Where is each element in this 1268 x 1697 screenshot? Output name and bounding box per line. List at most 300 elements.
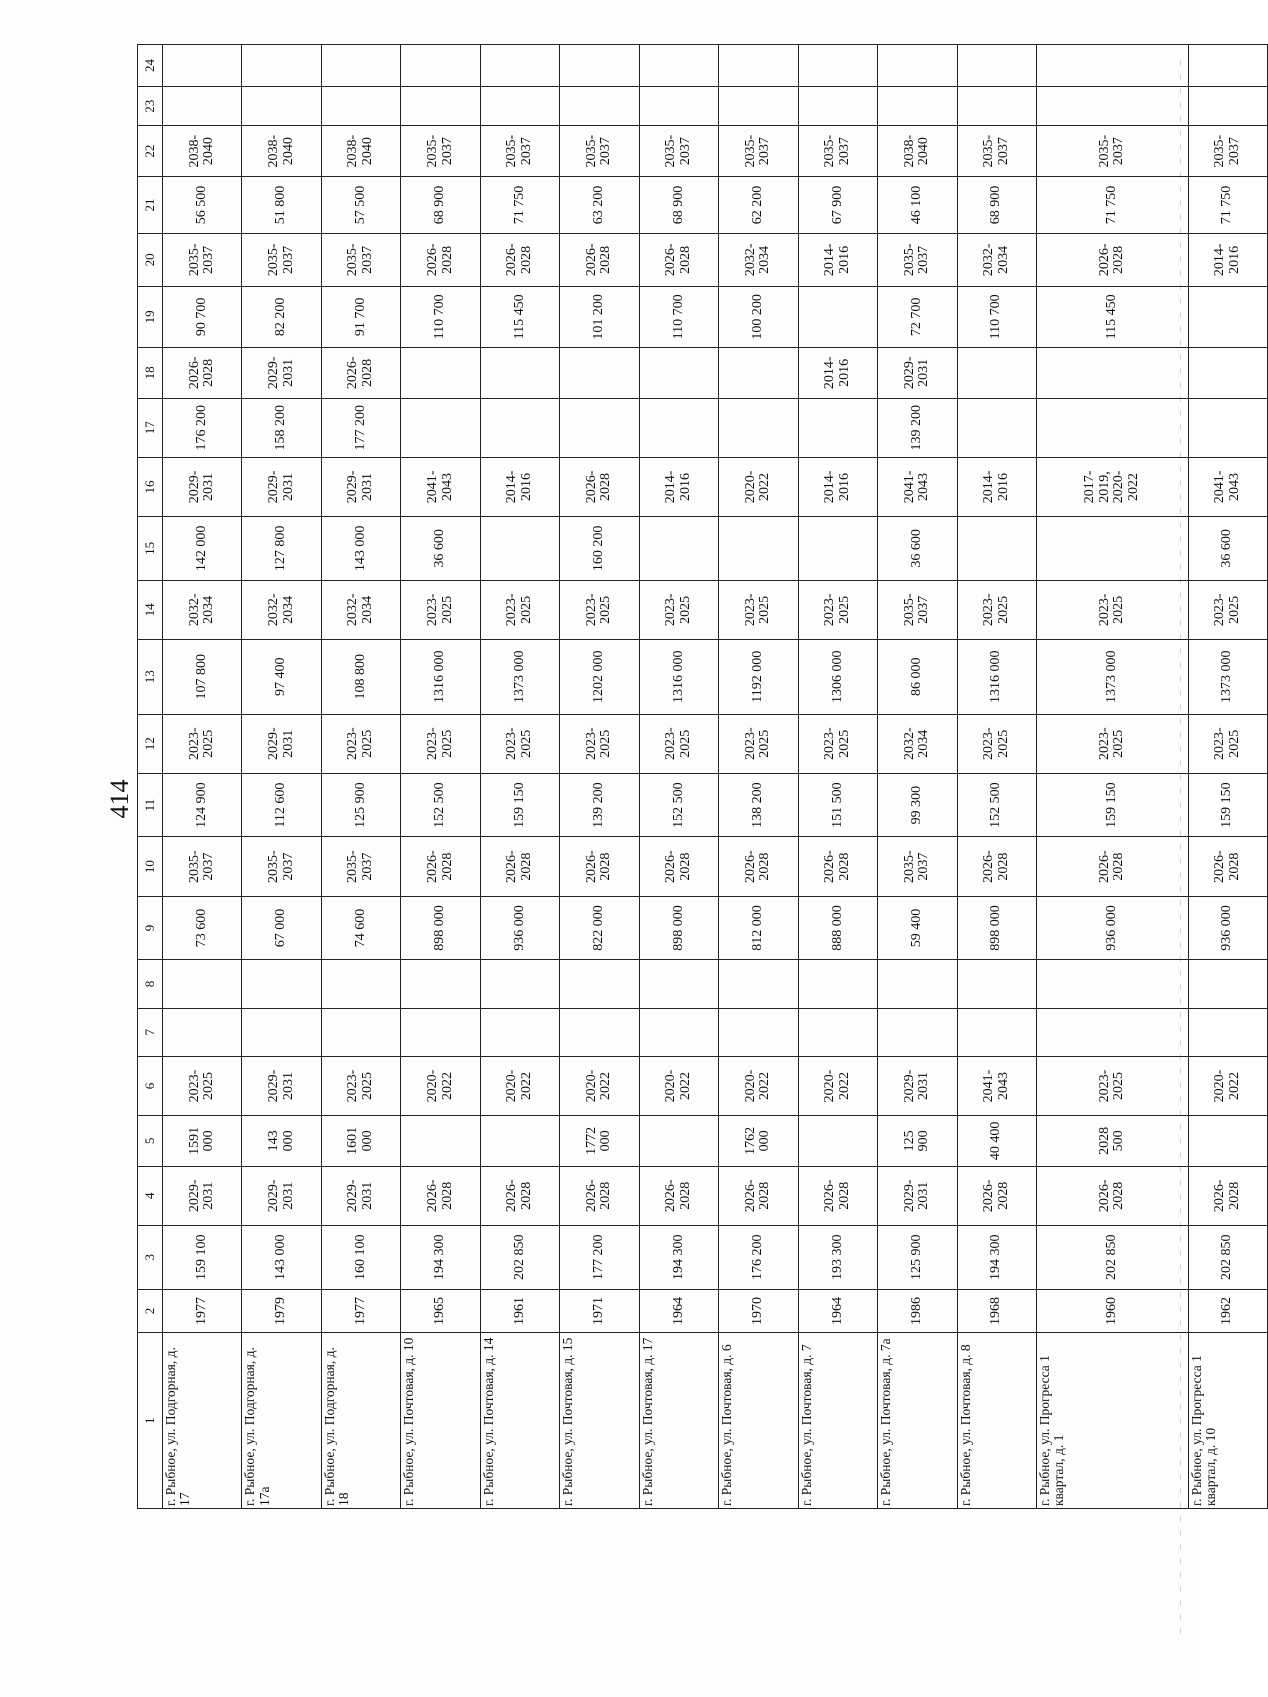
table-cell: 112 600 [242, 773, 321, 837]
table-row [639, 45, 718, 1509]
table-cell: 160 100 [321, 1225, 400, 1289]
table-cell: 2041-2043 [401, 457, 480, 516]
address-cell: г. Рыбное, ул. Почтовая, д. 15 [560, 1333, 639, 1509]
table-cell [798, 398, 877, 457]
address-cell: г. Рыбное, ул. Почтовая, д. 8 [957, 1333, 1036, 1509]
table-cell: 67 900 [798, 176, 877, 233]
table-cell [242, 1008, 321, 1056]
table-cell [639, 398, 718, 457]
table-cell: 2014-2016 [798, 348, 877, 398]
table-cell: 2026-2028 [639, 837, 718, 896]
table-cell: 1960 [1036, 1289, 1188, 1333]
table-cell: 2023-2025 [719, 714, 798, 773]
column-header-8: 8 [138, 960, 163, 1008]
table-cell: 56 500 [163, 176, 242, 233]
table-cell: 2035-2037 [321, 233, 400, 286]
table-cell: 1961 [480, 1289, 559, 1333]
table-cell: 1977 [321, 1289, 400, 1333]
table-cell: 2038-2040 [321, 126, 400, 176]
table-row [401, 45, 480, 1509]
table-cell: 110 700 [957, 286, 1036, 347]
table-cell [719, 86, 798, 126]
table-cell: 2023-2025 [798, 580, 877, 639]
table-cell: 143 000 [321, 517, 400, 581]
table-cell: 2020-2022 [560, 1056, 639, 1115]
table-cell: 2023-2025 [639, 714, 718, 773]
table-cell: 151 500 [798, 773, 877, 837]
table-cell [480, 1008, 559, 1056]
table-cell: 1965 [401, 1289, 480, 1333]
table-cell: 159 150 [480, 773, 559, 837]
table-cell [1188, 398, 1267, 457]
table-cell: 1601 000 [321, 1116, 400, 1166]
table-cell: 159 150 [1188, 773, 1267, 837]
table-cell: 62 200 [719, 176, 798, 233]
table-cell [719, 1008, 798, 1056]
table-cell: 125 900 [321, 773, 400, 837]
table-cell [1036, 960, 1188, 1008]
table-cell: 40 400 [957, 1116, 1036, 1166]
address-cell: г. Рыбное, ул. Почтовая, д. 6 [719, 1333, 798, 1509]
table-cell: 51 800 [242, 176, 321, 233]
table-cell: 2029-2031 [242, 1056, 321, 1115]
table-cell: 2023-2025 [560, 714, 639, 773]
table-cell [1188, 1116, 1267, 1166]
table-cell: 2038-2040 [878, 126, 957, 176]
table-cell [480, 1116, 559, 1166]
table-cell: 125 900 [878, 1116, 957, 1166]
table-cell: 68 900 [957, 176, 1036, 233]
table-cell [957, 348, 1036, 398]
column-header-21: 21 [138, 176, 163, 233]
table-row [798, 45, 877, 1509]
table-cell [1036, 517, 1188, 581]
table-cell [798, 45, 877, 87]
table-cell [480, 86, 559, 126]
column-header-7: 7 [138, 1008, 163, 1056]
table-cell: 101 200 [560, 286, 639, 347]
table-cell: 2023-2025 [401, 580, 480, 639]
table-cell: 2029-2031 [242, 1166, 321, 1225]
table-cell: 2017-2019, 2020-2022 [1036, 457, 1188, 516]
table-cell [719, 348, 798, 398]
table-cell: 82 200 [242, 286, 321, 347]
table-cell: 138 200 [719, 773, 798, 837]
address-cell: г. Рыбное, ул. Подгорная, д. 18 [321, 1333, 400, 1509]
address-cell: г. Рыбное, ул. Почтовая, д. 14 [480, 1333, 559, 1509]
table-cell: 2014-2016 [798, 233, 877, 286]
table-cell [878, 1008, 957, 1056]
table-cell [798, 286, 877, 347]
table-cell: 1316 000 [401, 639, 480, 714]
table-cell: 143 000 [242, 1225, 321, 1289]
table-cell: 1986 [878, 1289, 957, 1333]
table-cell: 63 200 [560, 176, 639, 233]
table-cell: 2014-2016 [1188, 233, 1267, 286]
table-cell [480, 398, 559, 457]
column-header-9: 9 [138, 896, 163, 960]
table-cell [560, 1008, 639, 1056]
table-cell: 936 000 [480, 896, 559, 960]
table-cell: 2026-2028 [401, 1166, 480, 1225]
column-header-2: 2 [138, 1289, 163, 1333]
table-cell [163, 1008, 242, 1056]
table-cell: 2020-2022 [798, 1056, 877, 1115]
table-cell [719, 45, 798, 87]
column-header-20: 20 [138, 233, 163, 286]
table-cell: 2035-2037 [878, 837, 957, 896]
table-cell [560, 348, 639, 398]
table-cell: 1772 000 [560, 1116, 639, 1166]
table-cell: 2026-2028 [401, 837, 480, 896]
table-cell [719, 517, 798, 581]
table-cell: 108 800 [321, 639, 400, 714]
table-cell: 2029-2031 [163, 1166, 242, 1225]
data-table [137, 44, 1268, 1509]
table-cell: 1202 000 [560, 639, 639, 714]
address-cell: г. Рыбное, ул. Подгорная, д. 17 [163, 1333, 242, 1509]
table-row [321, 45, 400, 1509]
table-cell: 115 450 [480, 286, 559, 347]
table-cell [401, 348, 480, 398]
column-header-13: 13 [138, 639, 163, 714]
table-cell: 158 200 [242, 398, 321, 457]
table-cell: 1373 000 [480, 639, 559, 714]
table-cell: 2035-2037 [878, 233, 957, 286]
table-cell: 68 900 [401, 176, 480, 233]
table-cell: 86 000 [878, 639, 957, 714]
table-cell: 2026-2028 [560, 1166, 639, 1225]
header-row [138, 45, 163, 1509]
table-cell [163, 45, 242, 87]
table-cell [321, 960, 400, 1008]
table-cell: 1968 [957, 1289, 1036, 1333]
table-cell: 127 800 [242, 517, 321, 581]
address-cell: г. Рыбное, ул. Почтовая, д. 10 [401, 1333, 480, 1509]
table-cell: 2023-2025 [401, 714, 480, 773]
table-cell: 2026-2028 [798, 837, 877, 896]
table-cell: 2023-2025 [1036, 1056, 1188, 1115]
table-row [1036, 45, 1188, 1509]
table-cell: 2026-2028 [1036, 233, 1188, 286]
table-cell: 107 800 [163, 639, 242, 714]
table-cell: 159 150 [1036, 773, 1188, 837]
table-cell: 1762 000 [719, 1116, 798, 1166]
table-cell: 142 000 [163, 517, 242, 581]
table-row [242, 45, 321, 1509]
table-cell: 2014-2016 [639, 457, 718, 516]
table-cell: 124 900 [163, 773, 242, 837]
table-body [163, 45, 1268, 1509]
column-header-23: 23 [138, 86, 163, 126]
table-row [560, 45, 639, 1509]
table-cell: 115 450 [1036, 286, 1188, 347]
table-cell: 2032-2034 [719, 233, 798, 286]
table-cell: 2020-2022 [719, 1056, 798, 1115]
table-cell [957, 960, 1036, 1008]
table-cell: 100 200 [719, 286, 798, 347]
page-number: 414 [105, 779, 134, 819]
table-cell: 2020-2022 [1188, 1056, 1267, 1115]
table-cell [878, 86, 957, 126]
table-cell: 57 500 [321, 176, 400, 233]
table-cell [878, 45, 957, 87]
table-cell: 2023-2025 [163, 714, 242, 773]
table-cell: 2026-2028 [163, 348, 242, 398]
table-row [719, 45, 798, 1509]
table-cell: 888 000 [798, 896, 877, 960]
table-cell [560, 86, 639, 126]
table-cell: 2038-2040 [163, 126, 242, 176]
table-cell: 73 600 [163, 896, 242, 960]
table-cell: 2014-2016 [480, 457, 559, 516]
table-cell: 2023-2025 [1036, 714, 1188, 773]
table-cell [639, 960, 718, 1008]
table-cell: 2020-2022 [401, 1056, 480, 1115]
table-cell [242, 45, 321, 87]
table-cell: 2026-2028 [480, 1166, 559, 1225]
table-cell: 2026-2028 [1188, 1166, 1267, 1225]
column-header-3: 3 [138, 1225, 163, 1289]
table-cell: 2035-2037 [401, 126, 480, 176]
table-cell [163, 960, 242, 1008]
table-cell [957, 45, 1036, 87]
table-cell [1188, 45, 1267, 87]
table-cell: 2035-2037 [242, 233, 321, 286]
table-cell: 2023-2025 [798, 714, 877, 773]
table-cell: 193 300 [798, 1225, 877, 1289]
table-cell: 71 750 [480, 176, 559, 233]
table-cell [242, 960, 321, 1008]
table-cell: 110 700 [639, 286, 718, 347]
table-cell [480, 45, 559, 87]
table-cell: 2026-2028 [1188, 837, 1267, 896]
table-cell: 898 000 [639, 896, 718, 960]
table-cell [1188, 348, 1267, 398]
table-row [163, 45, 242, 1509]
table-cell: 2029-2031 [242, 457, 321, 516]
table-cell: 36 600 [401, 517, 480, 581]
table-cell: 2032-2034 [957, 233, 1036, 286]
table-cell: 2029-2031 [321, 457, 400, 516]
table-cell: 1979 [242, 1289, 321, 1333]
rotated-table-wrapper [137, 44, 1268, 1509]
table-cell: 143 000 [242, 1116, 321, 1166]
table-row [1188, 45, 1267, 1509]
table-cell: 2029-2031 [878, 1056, 957, 1115]
column-header-1: 1 [138, 1333, 163, 1509]
table-row [480, 45, 559, 1509]
table-cell: 2028 500 [1036, 1116, 1188, 1166]
table-cell: 2035-2037 [163, 837, 242, 896]
table-cell: 822 000 [560, 896, 639, 960]
table-cell: 1306 000 [798, 639, 877, 714]
table-cell: 2026-2028 [1036, 1166, 1188, 1225]
table-cell: 1964 [639, 1289, 718, 1333]
table-cell: 1591 000 [163, 1116, 242, 1166]
table-cell [1188, 86, 1267, 126]
table-cell: 1964 [798, 1289, 877, 1333]
table-cell: 2026-2028 [639, 1166, 718, 1225]
table-cell: 194 300 [401, 1225, 480, 1289]
table-cell [798, 86, 877, 126]
table-cell: 71 750 [1036, 176, 1188, 233]
table-cell: 2026-2028 [560, 837, 639, 896]
table-cell: 2026-2028 [798, 1166, 877, 1225]
table-cell: 2026-2028 [1036, 837, 1188, 896]
table-cell: 2023-2025 [560, 580, 639, 639]
table-cell [878, 960, 957, 1008]
table-cell: 2029-2031 [878, 348, 957, 398]
table-cell [798, 960, 877, 1008]
table-cell: 59 400 [878, 896, 957, 960]
table-cell [957, 398, 1036, 457]
table-row [878, 45, 957, 1509]
address-cell: г. Рыбное, ул. Прогресса 1 квартал, д. 10 [1188, 1333, 1267, 1509]
table-cell: 202 850 [480, 1225, 559, 1289]
table-cell: 2032-2034 [163, 580, 242, 639]
table-cell: 2023-2025 [957, 714, 1036, 773]
table-cell: 2029-2031 [163, 457, 242, 516]
table-cell: 2029-2031 [242, 348, 321, 398]
table-row [957, 45, 1036, 1509]
table-cell: 2026-2028 [957, 1166, 1036, 1225]
table-cell: 160 200 [560, 517, 639, 581]
table-cell [480, 348, 559, 398]
table-cell: 68 900 [639, 176, 718, 233]
table-cell: 177 200 [321, 398, 400, 457]
table-cell [401, 1116, 480, 1166]
table-cell: 159 100 [163, 1225, 242, 1289]
address-cell: г. Рыбное, ул. Почтовая, д. 7а [878, 1333, 957, 1509]
table-cell [480, 960, 559, 1008]
table-cell: 898 000 [401, 896, 480, 960]
table-cell [480, 517, 559, 581]
table-cell [163, 86, 242, 126]
table-cell: 91 700 [321, 286, 400, 347]
table-cell: 2026-2028 [719, 1166, 798, 1225]
table-cell: 202 850 [1036, 1225, 1188, 1289]
table-cell [639, 1008, 718, 1056]
table-cell: 36 600 [878, 517, 957, 581]
table-cell: 1977 [163, 1289, 242, 1333]
table-cell: 1373 000 [1036, 639, 1188, 714]
table-cell: 2029-2031 [878, 1166, 957, 1225]
column-header-17: 17 [138, 398, 163, 457]
table-cell: 2035-2037 [798, 126, 877, 176]
table-cell: 1971 [560, 1289, 639, 1333]
table-cell: 2032-2034 [242, 580, 321, 639]
table-cell: 2023-2025 [321, 714, 400, 773]
table-cell [401, 398, 480, 457]
table-cell [1188, 1008, 1267, 1056]
table-cell: 2026-2028 [321, 348, 400, 398]
column-header-4: 4 [138, 1166, 163, 1225]
table-cell: 2023-2025 [957, 580, 1036, 639]
table-cell: 2023-2025 [639, 580, 718, 639]
table-cell: 2026-2028 [957, 837, 1036, 896]
table-cell: 2029-2031 [242, 714, 321, 773]
table-cell [1188, 286, 1267, 347]
table-cell: 97 400 [242, 639, 321, 714]
table-cell: 2014-2016 [798, 457, 877, 516]
table-cell [321, 86, 400, 126]
table-cell: 152 500 [401, 773, 480, 837]
column-header-14: 14 [138, 580, 163, 639]
table-cell [401, 960, 480, 1008]
table-cell: 1970 [719, 1289, 798, 1333]
table-cell: 202 850 [1188, 1225, 1267, 1289]
table-cell: 125 900 [878, 1225, 957, 1289]
table-cell [798, 1008, 877, 1056]
table-cell: 2014-2016 [957, 457, 1036, 516]
table-cell: 1316 000 [957, 639, 1036, 714]
table-cell [1036, 1008, 1188, 1056]
table-cell [401, 86, 480, 126]
table-cell: 2026-2028 [480, 837, 559, 896]
table-cell: 2023-2025 [719, 580, 798, 639]
table-cell: 2041-2043 [878, 457, 957, 516]
table-cell: 2026-2028 [560, 233, 639, 286]
table-cell: 71 750 [1188, 176, 1267, 233]
column-header-24: 24 [138, 45, 163, 87]
address-cell: г. Рыбное, ул. Почтовая, д. 7 [798, 1333, 877, 1509]
table-cell: 2035-2037 [242, 837, 321, 896]
column-header-16: 16 [138, 457, 163, 516]
table-cell [639, 1116, 718, 1166]
table-cell: 2041-2043 [957, 1056, 1036, 1115]
table-cell: 2023-2025 [480, 714, 559, 773]
column-header-10: 10 [138, 837, 163, 896]
table-cell: 2035-2037 [560, 126, 639, 176]
address-cell: г. Рыбное, ул. Подгорная, д. 17а [242, 1333, 321, 1509]
table-cell [321, 45, 400, 87]
table-cell [639, 86, 718, 126]
table-cell: 2020-2022 [719, 457, 798, 516]
table-cell: 2020-2022 [639, 1056, 718, 1115]
table-cell [957, 86, 1036, 126]
table-cell: 194 300 [957, 1225, 1036, 1289]
table-cell: 67 000 [242, 896, 321, 960]
table-cell [1036, 45, 1188, 87]
table-cell: 99 300 [878, 773, 957, 837]
table-cell: 152 500 [639, 773, 718, 837]
table-cell [719, 398, 798, 457]
table-cell: 2035-2037 [1036, 126, 1188, 176]
table-cell [957, 1008, 1036, 1056]
table-cell: 2023-2025 [1036, 580, 1188, 639]
table-cell: 2041-2043 [1188, 457, 1267, 516]
table-cell: 2023-2025 [321, 1056, 400, 1115]
table-cell: 139 200 [878, 398, 957, 457]
table-cell [798, 517, 877, 581]
table-cell: 72 700 [878, 286, 957, 347]
table-cell: 936 000 [1036, 896, 1188, 960]
table-cell: 2026-2028 [480, 233, 559, 286]
table-cell: 898 000 [957, 896, 1036, 960]
table-cell: 46 100 [878, 176, 957, 233]
table-cell [321, 1008, 400, 1056]
table-cell: 2035-2037 [719, 126, 798, 176]
table-cell: 2035-2037 [878, 580, 957, 639]
table-cell: 2023-2025 [163, 1056, 242, 1115]
table-cell [401, 1008, 480, 1056]
column-header-19: 19 [138, 286, 163, 347]
table-cell [1036, 348, 1188, 398]
table-cell: 936 000 [1188, 896, 1267, 960]
table-cell: 2023-2025 [480, 580, 559, 639]
table-cell [639, 45, 718, 87]
